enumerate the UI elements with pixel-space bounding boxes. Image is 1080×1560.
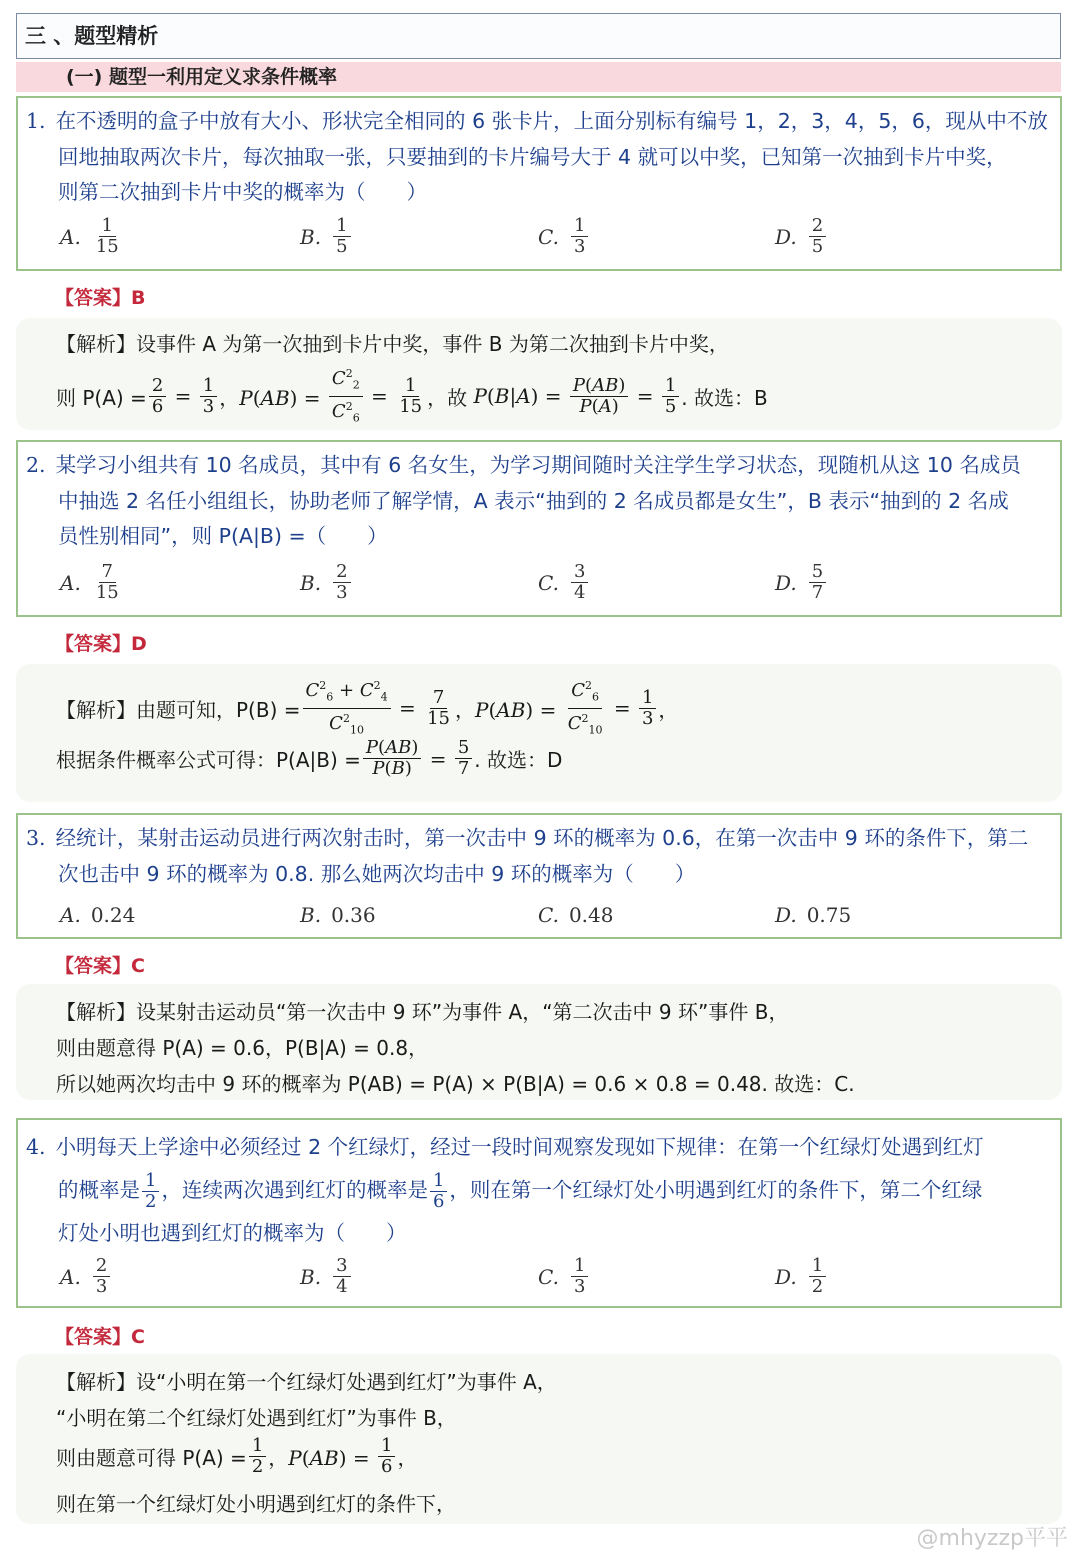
solution-line: 则在第一个红绿灯处小明遇到红灯的条件下， xyxy=(56,1492,456,1516)
option-a: A. $\frac{1}{15}$ xyxy=(60,215,119,257)
solution-line: 则由题意得 P(A) = 0.6，P(B|A) = 0.8， xyxy=(56,1036,429,1060)
option-c: C. $\frac{1}{3}$ xyxy=(538,1256,590,1297)
solution-line: “小明在第二个红绿灯处遇到红灯”为事件 B， xyxy=(56,1406,457,1430)
question-line: 中抽选 2 名任小组组长，协助老师了解学情，A 表示“抽到的 2 名成员都是女生”，B 表示“抽到的 2 名成 xyxy=(58,488,1009,513)
question-number: 1. xyxy=(26,109,46,133)
option-b: B. $\frac{1}{5}$ xyxy=(300,216,353,257)
section-title: 三 、题型精析 xyxy=(16,13,1061,59)
question-line: 某学习小组共有 10 名成员，其中有 6 名女生，为学习期间随时关注学生学习状态，现随机从这 10 名成员 xyxy=(55,453,1021,477)
solution-1 xyxy=(16,318,1062,430)
answer-4: 【答案】C xyxy=(55,1326,145,1348)
option-d: D. $\frac{2}{5}$ xyxy=(775,216,828,257)
question-number: 2. xyxy=(26,453,46,477)
question-line: 经统计，某射击运动员进行两次射击时，第一次击中 9 环的概率为 0.6，在第一次击中 9 环的条件下，第二 xyxy=(55,826,1029,850)
answer-2: 【答案】D xyxy=(55,633,147,655)
sub-title: (一) 题型一利用定义求条件概率 xyxy=(16,62,1061,92)
option-d: D. $\frac{1}{2}$ xyxy=(775,1256,828,1297)
option-a: A. $\frac{7}{15}$ xyxy=(60,561,119,603)
question-line: 在不透明的盒子中放有大小、形状完全相同的 6 张卡片，上面分别标有编号 1，2，3，4，5，6，现从中不放 xyxy=(55,109,1048,133)
question-line: 灯处小明也遇到红灯的概率为（ ） xyxy=(58,1221,407,1245)
option-a: A. $\frac{2}{3}$ xyxy=(60,1256,112,1297)
question-3 xyxy=(16,813,1062,939)
question-line: 的概率是 $\frac{1}{2}$ ，连续两次遇到红灯的概率是 $\frac{1}{6}$ ，则在第一个红绿灯处小明遇到红灯的条件下，第二个红绿 xyxy=(58,1169,983,1212)
question-number: 4. xyxy=(26,1135,46,1159)
question-3-text xyxy=(26,821,1052,892)
solution-formula: 则 P(A) = $\frac{2}{6}$ = $\frac{1}{3}$ ，P(AB) = $\frac{C^2_2}{C^2_6}$ = $\frac{1}{15}$ ，故 P(B|A) = $\frac{P(AB)}{P(A)}$ = $\frac{1}{5}$ . 故选：B xyxy=(56,364,768,428)
option-c: C. $\frac{3}{4}$ xyxy=(538,562,590,603)
solution-formula: 则由题意可得 P(A) = $\frac{1}{2}$ ，P(AB) = $\frac{1}{6}$ ， xyxy=(56,1435,418,1477)
solution-2 xyxy=(16,664,1062,802)
option-a: A. 0.24 xyxy=(60,903,136,927)
option-b: B. 0.36 xyxy=(300,903,376,927)
question-2 xyxy=(16,440,1062,617)
option-d: D. $\frac{5}{7}$ xyxy=(775,562,828,603)
question-line: 员性别相同”，则 P(A|B) =（ ） xyxy=(58,524,388,548)
solution-4 xyxy=(16,1354,1062,1524)
option-d: D. 0.75 xyxy=(775,903,852,927)
answer-3: 【答案】C xyxy=(55,955,145,977)
question-line: 则第二次抽到卡片中奖的概率为（ ） xyxy=(58,180,427,204)
option-b: B. $\frac{2}{3}$ xyxy=(300,562,353,603)
question-line: 回地抽取两次卡片，每次抽取一张，只要抽到的卡片编号大于 4 就可以中奖，已知第一次抽到卡片中奖， xyxy=(58,144,1007,169)
question-1-text xyxy=(26,104,1052,211)
option-b: B. $\frac{3}{4}$ xyxy=(300,1256,353,1297)
question-line: 小明每天上学途中必须经过 2 个红绿灯，经过一段时间观察发现如下规律：在第一个红绿灯处遇到红灯 xyxy=(55,1135,984,1159)
question-number: 3. xyxy=(26,826,46,850)
question-2-text xyxy=(26,448,1052,555)
solution-line: 【解析】设某射击运动员“第一次击中 9 环”为事件 A，“第二次击中 9 环”事件 B， xyxy=(56,1000,789,1024)
solution-formula: 【解析】由题可知，P(B) = $\frac{C^2_6 + C^2_4}{C^2_{10}}$ = $\frac{7}{15}$ ，P(AB) = $\frac{C^2_6}{C^2_{10}}$ = $\frac{1}{3}$ ， xyxy=(56,676,678,740)
question-4 xyxy=(16,1118,1062,1308)
answer-1: 【答案】B xyxy=(55,287,146,309)
watermark: @mhyzzp平平 xyxy=(916,1526,1068,1551)
question-line: 次也击中 9 环的概率为 0.8. 那么她两次均击中 9 环的概率为（ ） xyxy=(58,861,696,886)
question-1 xyxy=(16,96,1062,271)
solution-formula: 根据条件概率公式可得：P(A|B) = $\frac{P(AB)}{P(B)}$ = $\frac{5}{7}$ . 故选：D xyxy=(56,737,563,779)
option-c: C. 0.48 xyxy=(538,903,614,927)
solution-line: 【解析】设“小明在第一个红绿灯处遇到红灯”为事件 A， xyxy=(56,1370,557,1394)
solution-line: 【解析】设事件 A 为第一次抽到卡片中奖，事件 B 为第二次抽到卡片中奖， xyxy=(56,332,729,356)
solution-line: 所以她两次均击中 9 环的概率为 P(AB) = P(A) × P(B|A) = 0.6 × 0.8 = 0.48. 故选：C. xyxy=(56,1072,855,1096)
solution-3 xyxy=(16,984,1062,1100)
option-c: C. $\frac{1}{3}$ xyxy=(538,216,590,257)
question-4-text xyxy=(26,1126,1052,1255)
